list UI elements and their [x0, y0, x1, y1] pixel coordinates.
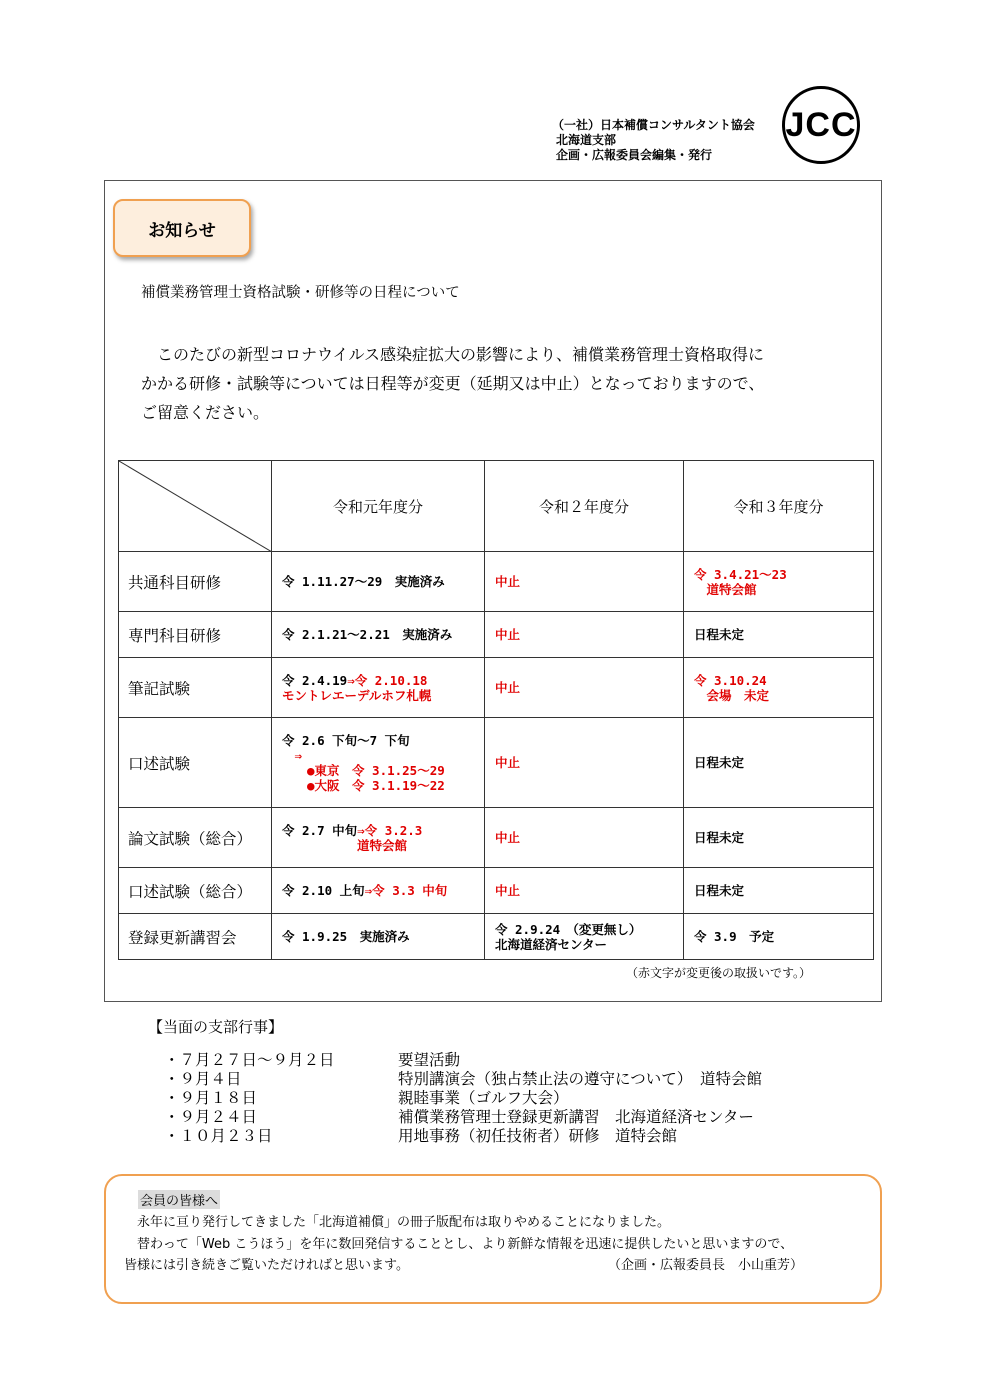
- event-date: ・９月２４日: [164, 1108, 258, 1126]
- table-row: [119, 914, 874, 960]
- event-description: 用地事務（初任技術者）研修 道特会館: [398, 1127, 678, 1145]
- row-label: 登録更新講習会: [119, 914, 272, 960]
- event-date: ・９月１８日: [164, 1089, 258, 1107]
- event-date: ・９月４日: [164, 1070, 242, 1088]
- cell-line: [282, 688, 484, 703]
- row-label: 口述試験: [119, 718, 272, 808]
- message-line: 替わって「Web こうほう」を年に数回発信することとし、より新鮮な情報を迅速に提供したいと思いますので、: [124, 1237, 794, 1252]
- event-description: 特別講演会（独占禁止法の遵守について） 道特会館: [398, 1070, 762, 1088]
- notice-paragraph: [141, 340, 861, 427]
- schedule-cell-r1: [272, 868, 485, 914]
- table-row: [119, 868, 874, 914]
- table-row: [119, 718, 874, 808]
- cell-line: [282, 574, 484, 589]
- message-line: 皆様には引き続きご覧いただければと思います。: [124, 1258, 409, 1273]
- event-description: 親睦事業（ゴルフ大会）: [398, 1089, 569, 1107]
- cell-line: [495, 680, 683, 695]
- cell-line: [282, 838, 484, 853]
- table-row: [119, 552, 874, 612]
- cell-text: 道特会館: [282, 837, 408, 853]
- cell-line: [282, 673, 484, 688]
- logo-text: JCC: [785, 105, 857, 144]
- event-description: 補償業務管理士登録更新講習 北海道経済センター: [398, 1108, 754, 1126]
- org-name: （一社）日本補償コンサルタント協会: [552, 118, 755, 132]
- cell-text: 令 2.7 中旬: [282, 822, 358, 838]
- schedule-cell-r3: [684, 914, 874, 960]
- events-title: 【当面の支部行事】: [148, 1018, 284, 1036]
- schedule-cell-r2: [485, 868, 684, 914]
- schedule-cell-r3: [684, 552, 874, 612]
- org-branch: 北海道支部: [556, 133, 617, 147]
- message-line: 永年に亘り発行してきました「北海道補償」の冊子版配布は取りやめることになりました。: [124, 1215, 671, 1230]
- cell-text: 中止: [495, 830, 521, 845]
- cell-change: ⇒令 2.10.18: [347, 672, 428, 688]
- schedule-cell-r2: [485, 914, 684, 960]
- cell-text: 日程未定: [694, 627, 745, 642]
- schedule-cell-r2: [485, 612, 684, 658]
- table-row: [119, 658, 874, 718]
- cell-text: モントレエーデルホフ札幌: [282, 687, 432, 703]
- cell-line: [694, 627, 873, 642]
- header-r1: 令和元年度分: [272, 461, 485, 552]
- diagonal-line: [119, 461, 272, 552]
- schedule-cell-r3: [684, 808, 874, 868]
- row-label: 共通科目研修: [119, 552, 272, 612]
- members-label: 会員の皆様へ: [138, 1190, 220, 1209]
- schedule-cell-r3: [684, 718, 874, 808]
- cell-line: [282, 883, 484, 898]
- cell-text: 中止: [495, 883, 521, 898]
- cell-text: 令 2.6 下旬～7 下旬: [282, 732, 410, 748]
- cell-line: [282, 627, 484, 642]
- cell-line: [694, 830, 873, 845]
- corner-cell: [119, 461, 272, 552]
- cell-text: 北海道経済センター: [495, 936, 608, 952]
- table-header-row: [119, 461, 874, 552]
- cell-text: 日程未定: [694, 755, 745, 770]
- cell-line: [282, 929, 484, 944]
- cell-text: 令 1.9.25 実施済み: [282, 929, 410, 944]
- cell-text: 中止: [495, 627, 521, 642]
- cell-text: 令 3.9 予定: [694, 929, 775, 944]
- row-label: 口述試験（総合）: [119, 868, 272, 914]
- cell-change: ⇒令 3.3 中旬: [364, 883, 448, 898]
- cell-line: [495, 830, 683, 845]
- cell-line: [282, 733, 484, 748]
- notice-tab: お知らせ: [113, 199, 251, 257]
- row-label: 筆記試験: [119, 658, 272, 718]
- cell-line: [495, 937, 683, 952]
- schedule-cell-r1: [272, 808, 485, 868]
- cell-line: [694, 673, 873, 688]
- cell-line: [694, 688, 873, 703]
- schedule-cell-r3: [684, 868, 874, 914]
- schedule-cell-r2: [485, 718, 684, 808]
- table-row: [119, 612, 874, 658]
- cell-line: [282, 823, 484, 838]
- cell-text: 中止: [495, 755, 521, 770]
- cell-line: [282, 748, 484, 763]
- org-editor: 企画・広報委員会編集・発行: [556, 148, 713, 162]
- cell-line: [282, 763, 484, 778]
- cell-line: [495, 883, 683, 898]
- cell-text: ●大阪 令 3.1.19～22: [282, 777, 445, 793]
- cell-text: 令 2.4.19: [282, 672, 348, 688]
- schedule-cell-r2: [485, 658, 684, 718]
- cell-line: [694, 567, 873, 582]
- schedule-cell-r1: [272, 612, 485, 658]
- cell-text: ●東京 令 3.1.25～29: [282, 762, 445, 778]
- cell-line: [495, 627, 683, 642]
- cell-text: 道特会館: [694, 581, 757, 597]
- schedule-cell-r1: [272, 718, 485, 808]
- schedule-cell-r3: [684, 658, 874, 718]
- cell-text: 中止: [495, 680, 521, 695]
- event-description: 要望活動: [398, 1051, 461, 1069]
- event-date: ・７月２７日～９月２日: [164, 1051, 335, 1069]
- cell-line: [694, 883, 873, 898]
- notice-subject: 補償業務管理士資格試験・研修等の日程について: [141, 285, 460, 301]
- cell-text: 令 2.1.21～2.21 実施済み: [282, 627, 453, 642]
- cell-text: 令 2.10 上旬: [282, 883, 365, 898]
- schedule-cell-r2: [485, 552, 684, 612]
- header-r3: 令和３年度分: [684, 461, 874, 552]
- cell-text: 日程未定: [694, 830, 745, 845]
- cell-line: [495, 574, 683, 589]
- jcc-logo: [782, 86, 860, 164]
- cell-text: 令 1.11.27～29 実施済み: [282, 574, 445, 589]
- cell-text: 会場 未定: [694, 687, 770, 703]
- table-note: （赤文字が変更後の取扱いです。）: [626, 966, 812, 980]
- cell-text: 令 3.10.24: [694, 672, 767, 688]
- event-date: ・１０月２３日: [164, 1127, 273, 1145]
- schedule-table: [118, 460, 874, 960]
- cell-line: [495, 755, 683, 770]
- header-r2: 令和２年度分: [485, 461, 684, 552]
- schedule-cell-r2: [485, 808, 684, 868]
- cell-line: [694, 929, 873, 944]
- cell-text: ⇒: [282, 747, 303, 763]
- cell-line: [282, 778, 484, 793]
- row-label: 論文試験（総合）: [119, 808, 272, 868]
- cell-text: 日程未定: [694, 883, 745, 898]
- cell-text: 中止: [495, 574, 521, 589]
- cell-text: 令 3.4.21～23: [694, 566, 787, 582]
- schedule-cell-r3: [684, 612, 874, 658]
- paragraph-line: かかる研修・試験等については日程等が変更（延期又は中止）となっておりますので、: [141, 374, 765, 393]
- row-label: 専門科目研修: [119, 612, 272, 658]
- paragraph-line: このたびの新型コロナウイルス感染症拡大の影響により、補償業務管理士資格取得に: [141, 345, 765, 364]
- cell-text: 令 2.9.24 （変更無し）: [495, 921, 642, 937]
- schedule-cell-r1: [272, 914, 485, 960]
- cell-change: ⇒令 3.2.3: [357, 822, 423, 838]
- table-row: [119, 808, 874, 868]
- schedule-cell-r1: [272, 658, 485, 718]
- cell-line: [495, 922, 683, 937]
- paragraph-line: ご留意ください。: [141, 403, 270, 422]
- signature: （企画・広報委員長 小山重芳）: [608, 1258, 804, 1273]
- cell-line: [694, 755, 873, 770]
- cell-line: [694, 582, 873, 597]
- schedule-cell-r1: [272, 552, 485, 612]
